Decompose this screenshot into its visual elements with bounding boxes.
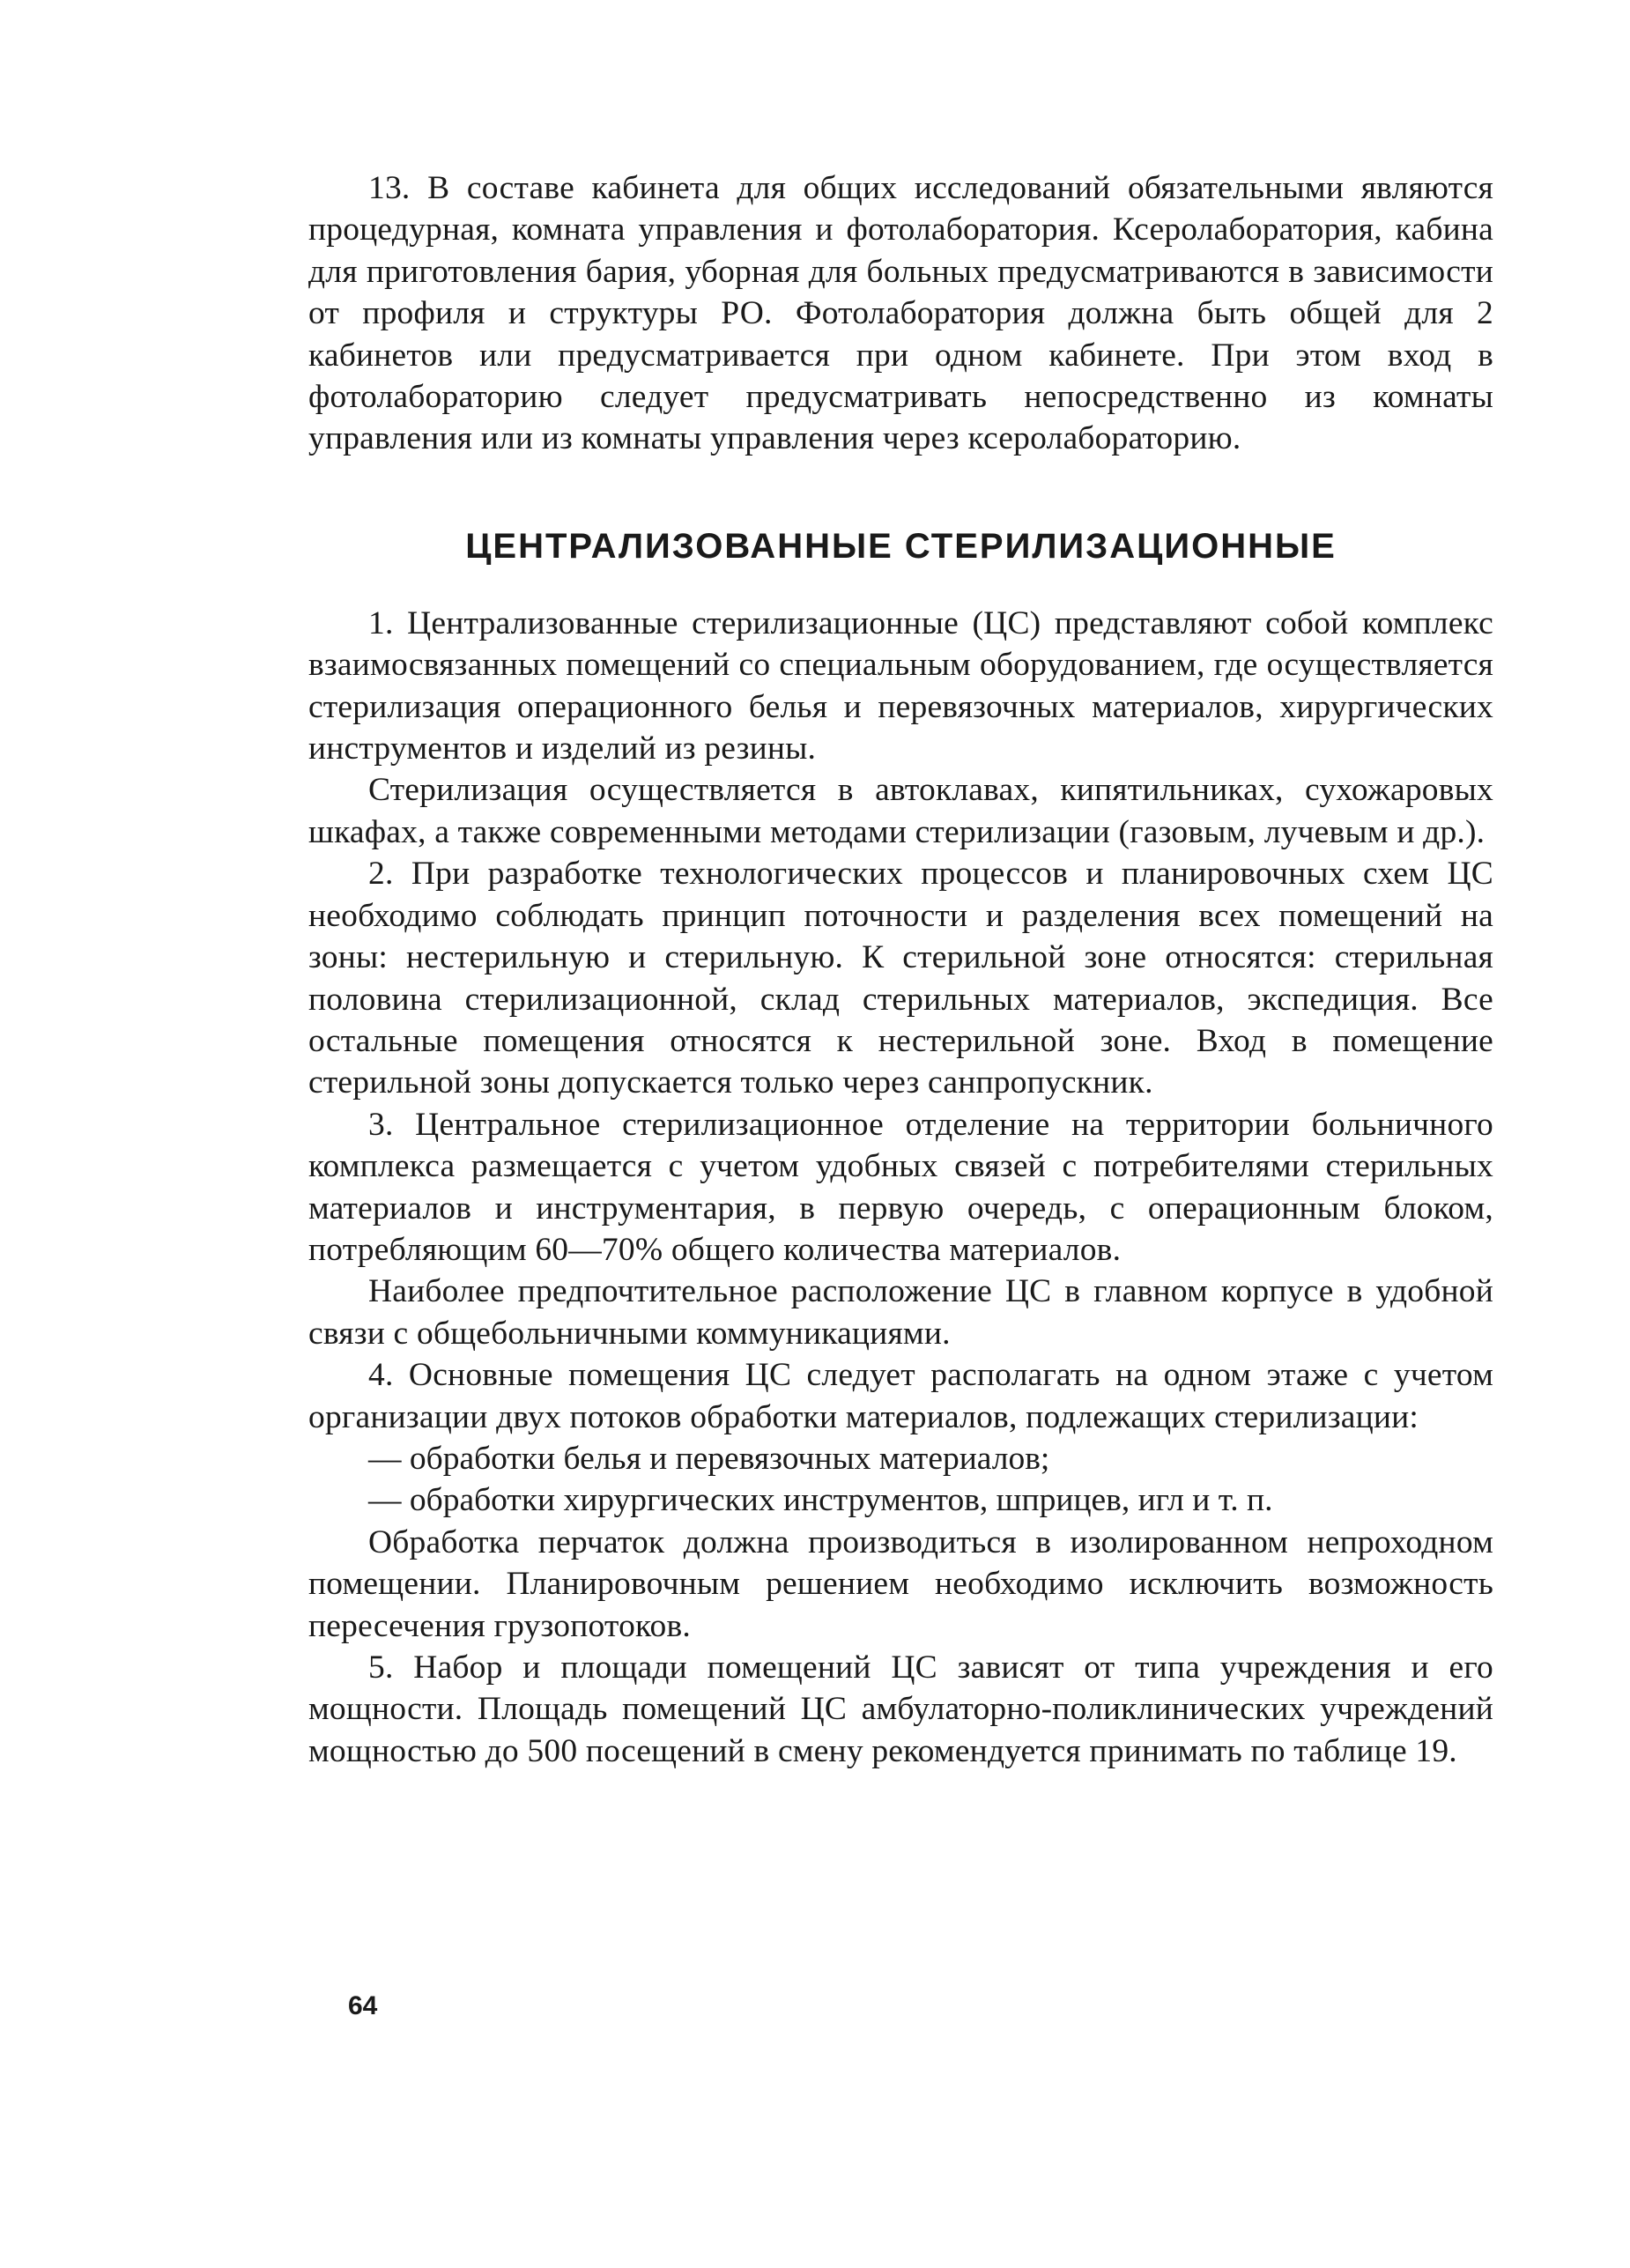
dash-list bbox=[308, 1438, 1493, 1522]
paragraph-sterilization-methods: Стерилизация осуществляется в автоклавах, кипятильниках, сухожаровых шкафах, а также современными методами стерилизации (газовым, лучевым и др.). bbox=[308, 772, 1493, 850]
page-body bbox=[308, 167, 1493, 1772]
paragraph-1: 1. Централизованные стерилизационные (ЦС) представляют собой комплекс взаимосвязанных помещений со специальным оборудованием, где осуществляется стерилизация операционного белья и перевязочных материалов, хирургических инструментов и изделий из резины. bbox=[308, 604, 1493, 767]
paragraph-placement: Наиболее предпочтительное расположение ЦС в главном корпусе в удобной связи с общебольничными коммуникациями. bbox=[308, 1273, 1493, 1352]
paragraph-4: 4. Основные помещения ЦС следует располагать на одном этаже с учетом организации двух потоков обработки материалов, подлежащих стерилизации: bbox=[308, 1357, 1493, 1435]
paragraph-2: 2. При разработке технологических процессов и планировочных схем ЦС необходимо соблюдать принцип поточности и разделения всех помещений на зоны: нестерильную и стерильную. К стерильной зоне относятся: стерильная половина стерилизационной, склад стерильных материалов, экспедиция. Все остальные помещения относятся к нестерильной зоне. Вход в помещение стерильной зоны допускается только через санпропускник. bbox=[308, 856, 1493, 1101]
paragraph-3: 3. Центральное стерилизационное отделение на территории больничного комплекса размещается с учетом удобных связей с потребителями стерильных материалов и инструментария, в первую очередь, с операционным блоком, потребляющим 60—70% общего количества материалов. bbox=[308, 1106, 1493, 1268]
paragraph-13: 13. В составе кабинета для общих исследований обязательными являются процедурная, комната управления и фотолаборатория. Ксеролаборатория, кабина для приготовления бария, уборная для больных предусматриваются в зависимости от профиля и структуры РО. Фотолаборатория должна быть общей для 2 кабинетов или предусматривается при одном кабинете. При этом вход в фотолабораторию следует предусматривать непосредственно из комнаты управления или из комнаты управления через ксеролабораторию. bbox=[308, 170, 1493, 457]
dash-list-item: — обработки хирургических инструментов, шприцев, игл и т. п. bbox=[368, 1482, 1273, 1519]
page-number: 64 bbox=[348, 1991, 378, 2020]
section-heading: ЦЕНТРАЛИЗОВАННЫЕ СТЕРИЛИЗАЦИОННЫЕ bbox=[465, 526, 1337, 566]
paragraph-gloves: Обработка перчаток должна производиться в изолированном непроходном помещении. Планировочным решением необходимо исключить возможность пересечения грузопотоков. bbox=[308, 1523, 1493, 1644]
paragraph-5: 5. Набор и площади помещений ЦС зависят от типа учреждения и его мощности. Площадь помещений ЦС амбулаторно-поликлинических учреждений мощностью до 500 посещений в смену рекомендуется принимать по таблице 19. bbox=[308, 1649, 1493, 1769]
dash-list-item: — обработки белья и перевязочных материалов; bbox=[368, 1440, 1050, 1477]
